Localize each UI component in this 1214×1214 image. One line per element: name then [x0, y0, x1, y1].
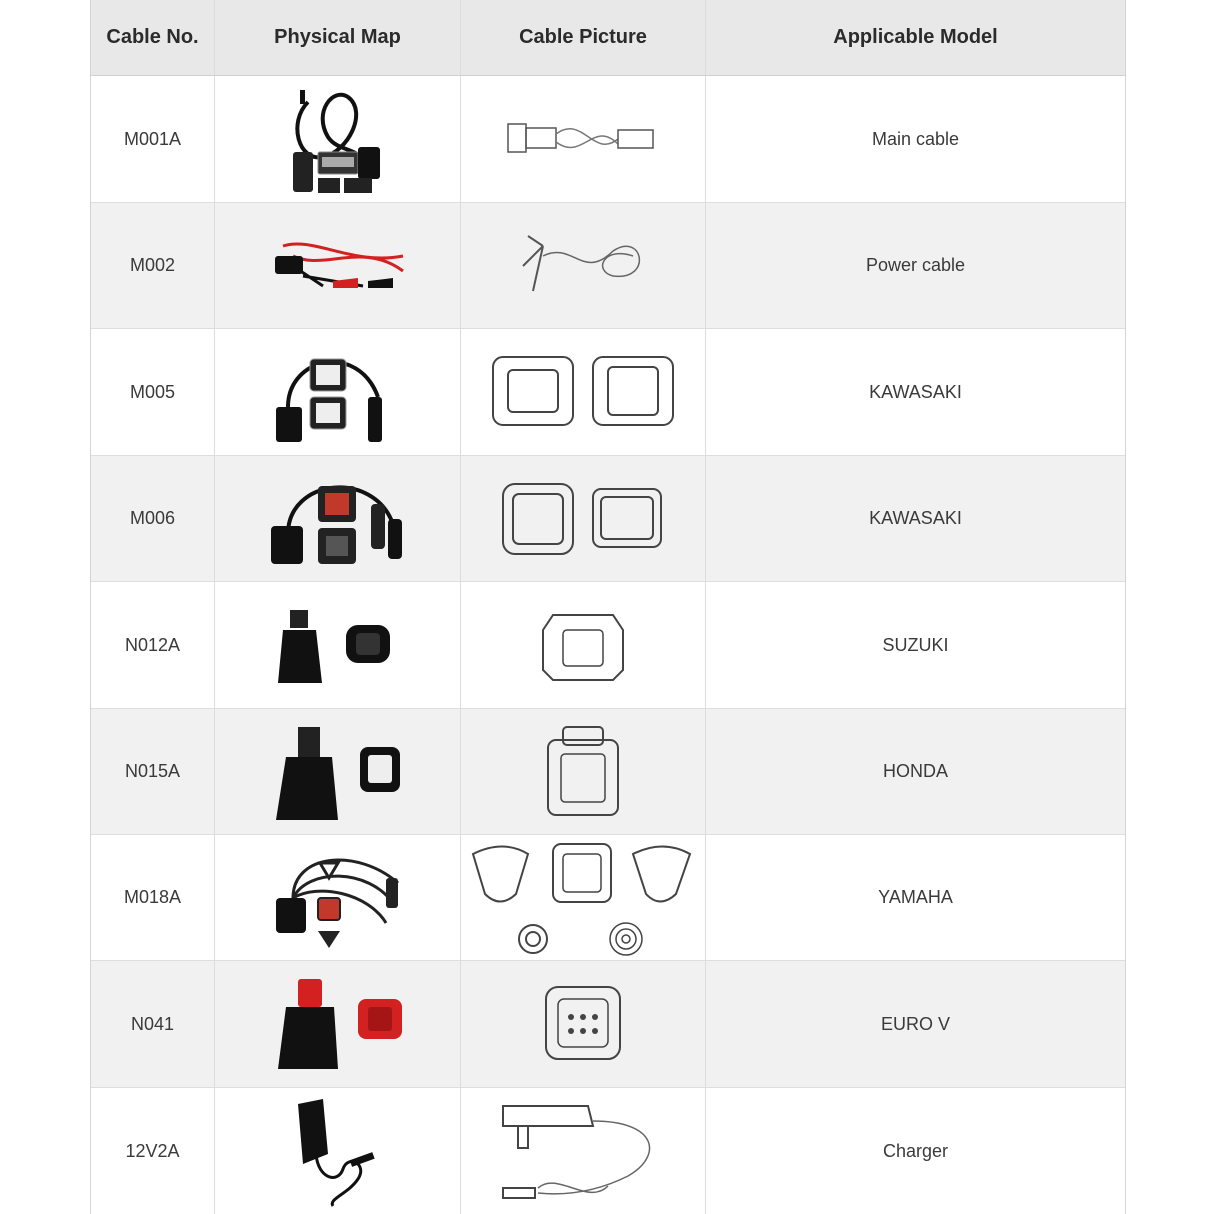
cable-picture-cell: [461, 456, 706, 581]
physical-map-cell: [215, 709, 461, 834]
physical-map-cell: [215, 456, 461, 581]
physical-map-cell: [215, 329, 461, 455]
main-cable-drawing-icon: [503, 104, 663, 174]
cable-no-cell: M018A: [91, 835, 215, 960]
applicable-model-cell: EURO V: [880, 1013, 950, 1034]
cable-no-cell: M006: [91, 456, 215, 581]
kawasaki-red-y-cable-icon: [263, 464, 413, 574]
cable-table: [90, 0, 1126, 1214]
applicable-model-cell: YAMAHA: [878, 887, 953, 907]
table-row: [91, 582, 1125, 709]
cable-picture-cell: [461, 582, 706, 708]
cable-picture-cell: [461, 329, 706, 455]
table-header-row: [91, 0, 1125, 76]
power-cable-icon: [263, 226, 413, 306]
applicable-model-cell: Power cable: [865, 255, 966, 275]
table-row: [91, 203, 1125, 329]
physical-map-cell: [215, 582, 461, 708]
honda-adapter-icon: [268, 722, 408, 822]
kawasaki-connector-drawing-icon: [498, 479, 668, 559]
cable-picture-cell: [461, 709, 706, 834]
applicable-model-cell: HONDA: [882, 761, 948, 781]
cable-no-cell: M001A: [91, 76, 215, 202]
cable-picture-cell: [461, 1088, 706, 1214]
power-cable-drawing-icon: [503, 221, 663, 311]
cable-no-cell: 12V2A: [91, 1088, 215, 1214]
table-row: [91, 1088, 1125, 1214]
main-cable-icon: [278, 82, 398, 197]
cable-no-cell: N041: [91, 961, 215, 1087]
table-row: [91, 709, 1125, 835]
cable-no-cell: M005: [91, 329, 215, 455]
cable-picture-cell: [461, 203, 706, 328]
physical-map-cell: [215, 835, 461, 960]
suzuki-adapter-icon: [278, 605, 398, 685]
euro-v-adapter-icon: [268, 974, 408, 1074]
table-row: [91, 329, 1125, 456]
applicable-model-cell: Main cable: [871, 128, 960, 149]
cable-picture-cell: [461, 961, 706, 1087]
physical-map-cell: [215, 961, 461, 1087]
table-row: [91, 835, 1125, 961]
applicable-model-cell: KAWASAKI: [869, 381, 962, 402]
cable-no-cell: N015A: [91, 709, 215, 834]
cable-no-cell: N012A: [91, 582, 215, 708]
cable-picture-cell: [461, 76, 706, 202]
honda-connector-drawing-icon: [543, 722, 623, 822]
cable-picture-cell: [461, 835, 706, 960]
yamaha-multi-cable-icon: [268, 843, 408, 953]
header-applicable-model: Applicable Model: [833, 26, 998, 48]
table-row: [91, 961, 1125, 1088]
header-cable-picture: Cable Picture: [461, 0, 706, 75]
header-physical-map: Physical Map: [215, 0, 461, 75]
charger-icon: [288, 1094, 388, 1209]
table-row: [91, 76, 1125, 203]
applicable-model-cell: KAWASAKI: [869, 508, 962, 528]
header-cable-no: Cable No.: [91, 0, 215, 75]
suzuki-connector-drawing-icon: [538, 605, 628, 685]
euro-v-connector-drawing-icon: [538, 979, 628, 1069]
physical-map-cell: [215, 76, 461, 202]
cable-no-cell: M002: [91, 203, 215, 328]
physical-map-cell: [215, 203, 461, 328]
charger-drawing-icon: [498, 1096, 668, 1206]
kawasaki-connector-drawing-icon: [488, 352, 678, 432]
table-row: [91, 456, 1125, 582]
applicable-model-cell: SUZUKI: [882, 634, 949, 655]
physical-map-cell: [215, 1088, 461, 1214]
yamaha-connector-drawing-icon: [468, 839, 698, 957]
kawasaki-y-cable-icon: [268, 337, 408, 447]
applicable-model-cell: Charger: [882, 1140, 949, 1161]
